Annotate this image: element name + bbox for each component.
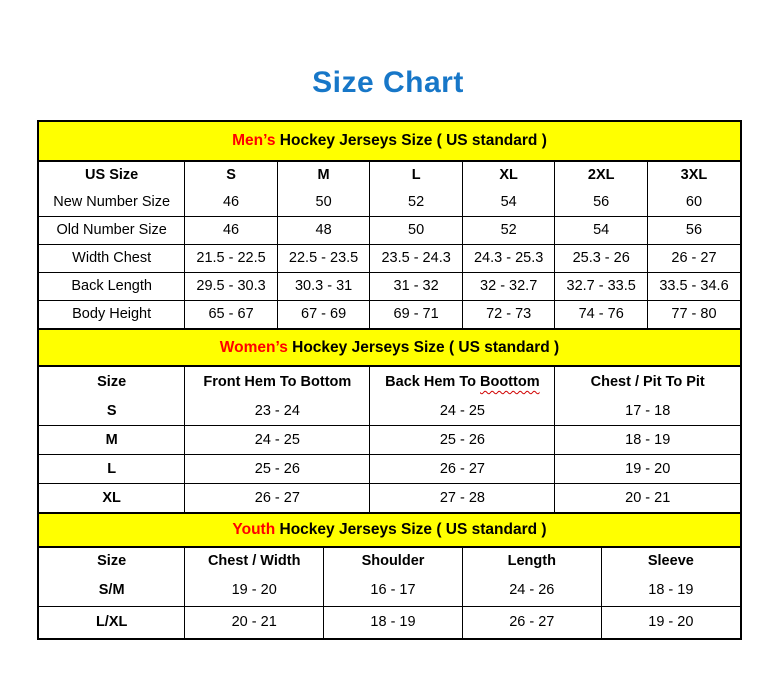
value-cell: 22.5 - 23.5 <box>277 244 370 272</box>
value-cell: 26 - 27 <box>462 606 601 638</box>
table-row <box>39 484 740 513</box>
column-header: Front Hem To Bottom <box>185 367 370 397</box>
table-row <box>39 606 740 638</box>
value-cell: 60 <box>647 189 740 217</box>
value-cell: 25 - 26 <box>185 455 370 484</box>
column-header: Size <box>39 367 185 397</box>
table-row <box>39 216 740 244</box>
value-cell: 72 - 73 <box>462 300 555 328</box>
size-chart <box>37 120 742 640</box>
value-cell: 54 <box>462 189 555 217</box>
value-cell: 24 - 25 <box>185 426 370 455</box>
column-header: Chest / Pit To Pit <box>555 367 740 397</box>
youth-size-table <box>39 548 740 638</box>
column-header: S <box>185 162 278 189</box>
row-label-cell: Width Chest <box>39 244 185 272</box>
value-cell: 24 - 26 <box>462 575 601 607</box>
value-cell: 33.5 - 34.6 <box>647 272 740 300</box>
table-row <box>39 426 740 455</box>
womens-size-table <box>39 367 740 512</box>
value-cell: 18 - 19 <box>555 426 740 455</box>
mens-section-header <box>39 122 740 162</box>
value-cell: 21.5 - 22.5 <box>185 244 278 272</box>
table-row <box>39 455 740 484</box>
value-cell: 32.7 - 33.5 <box>555 272 648 300</box>
misspelled-word: Boottom <box>480 374 540 390</box>
value-cell: 46 <box>185 189 278 217</box>
value-cell: 18 - 19 <box>324 606 463 638</box>
mens-section-title: Hockey Jerseys Size ( US standard ) <box>275 132 547 149</box>
row-label-cell: Body Height <box>39 300 185 328</box>
table-row <box>39 575 740 607</box>
value-cell: 50 <box>370 216 463 244</box>
page-title: Size Chart <box>312 66 464 99</box>
value-cell: 26 - 27 <box>647 244 740 272</box>
value-cell: 19 - 20 <box>601 606 740 638</box>
value-cell: 24 - 25 <box>370 397 555 426</box>
value-cell: 26 - 27 <box>185 484 370 513</box>
column-header: 3XL <box>647 162 740 189</box>
header-row <box>39 162 740 189</box>
value-cell: 74 - 76 <box>555 300 648 328</box>
row-label-cell: Back Length <box>39 272 185 300</box>
column-header: Shoulder <box>324 548 463 575</box>
table-row <box>39 244 740 272</box>
row-label-cell: Old Number Size <box>39 216 185 244</box>
value-cell: 18 - 19 <box>601 575 740 607</box>
column-header: L <box>370 162 463 189</box>
row-label-cell: S/M <box>39 575 185 607</box>
value-cell: 77 - 80 <box>647 300 740 328</box>
value-cell: 26 - 27 <box>370 455 555 484</box>
row-label-cell: New Number Size <box>39 189 185 217</box>
value-cell: 20 - 21 <box>185 606 324 638</box>
mens-size-table <box>39 162 740 328</box>
value-cell: 65 - 67 <box>185 300 278 328</box>
value-cell: 23 - 24 <box>185 397 370 426</box>
youth-section-header <box>39 512 740 548</box>
value-cell: 25 - 26 <box>370 426 555 455</box>
column-header: Back Hem To Boottom <box>370 367 555 397</box>
row-label-cell: M <box>39 426 185 455</box>
value-cell: 52 <box>370 189 463 217</box>
column-header: 2XL <box>555 162 648 189</box>
womens-section-header <box>39 328 740 368</box>
column-header: Length <box>462 548 601 575</box>
value-cell: 29.5 - 30.3 <box>185 272 278 300</box>
column-header: US Size <box>39 162 185 189</box>
value-cell: 19 - 20 <box>555 455 740 484</box>
value-cell: 20 - 21 <box>555 484 740 513</box>
value-cell: 48 <box>277 216 370 244</box>
column-header: Size <box>39 548 185 575</box>
value-cell: 69 - 71 <box>370 300 463 328</box>
value-cell: 32 - 32.7 <box>462 272 555 300</box>
value-cell: 24.3 - 25.3 <box>462 244 555 272</box>
header-row <box>39 548 740 575</box>
value-cell: 19 - 20 <box>185 575 324 607</box>
womens-section-title: Hockey Jerseys Size ( US standard ) <box>287 338 560 356</box>
value-cell: 31 - 32 <box>370 272 463 300</box>
row-label-cell: XL <box>39 484 185 513</box>
value-cell: 54 <box>555 216 648 244</box>
table-row <box>39 272 740 300</box>
header-row <box>39 367 740 397</box>
value-cell: 17 - 18 <box>555 397 740 426</box>
value-cell: 30.3 - 31 <box>277 272 370 300</box>
table-row <box>39 397 740 426</box>
youth-section-accent: Youth <box>232 521 276 538</box>
value-cell: 25.3 - 26 <box>555 244 648 272</box>
youth-section-title: Hockey Jerseys Size ( US standard ) <box>275 521 547 538</box>
column-header: M <box>277 162 370 189</box>
value-cell: 67 - 69 <box>277 300 370 328</box>
table-row <box>39 189 740 217</box>
value-cell: 46 <box>185 216 278 244</box>
value-cell: 52 <box>462 216 555 244</box>
column-header: Chest / Width <box>185 548 324 575</box>
value-cell: 50 <box>277 189 370 217</box>
value-cell: 56 <box>647 216 740 244</box>
row-label-cell: L <box>39 455 185 484</box>
value-cell: 23.5 - 24.3 <box>370 244 463 272</box>
mens-section-accent: Men’s <box>232 132 276 149</box>
value-cell: 16 - 17 <box>324 575 463 607</box>
column-header: XL <box>462 162 555 189</box>
value-cell: 27 - 28 <box>370 484 555 513</box>
column-header: Sleeve <box>601 548 740 575</box>
row-label-cell: L/XL <box>39 606 185 638</box>
row-label-cell: S <box>39 397 185 426</box>
womens-section-accent: Women’s <box>219 338 288 356</box>
value-cell: 56 <box>555 189 648 217</box>
table-row <box>39 300 740 328</box>
